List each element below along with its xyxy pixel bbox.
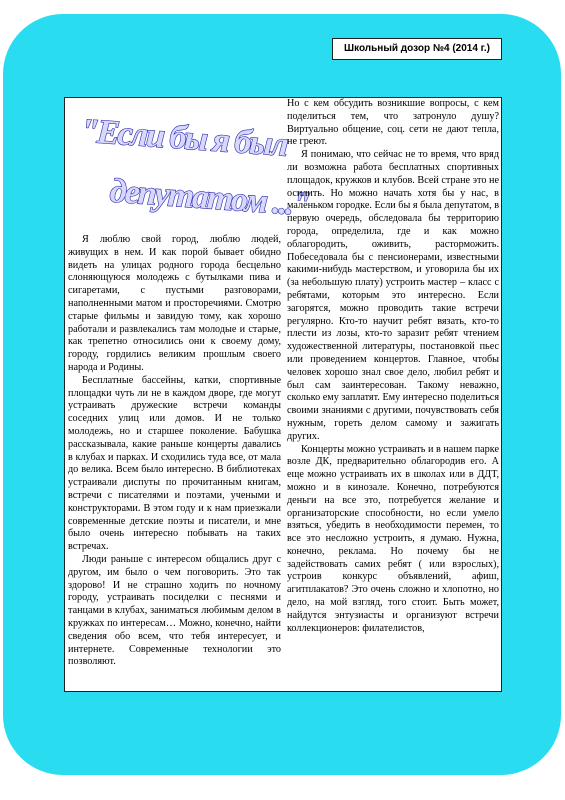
article-title (68, 98, 311, 234)
left-paragraph-2: Бесплатные бассейны, катки, спортивные площадки чуть ли не в каждом дворе, где могут устраивать дружеские встречи команды соседних улиц или домов. И не только молодежь, но и старшее поколение. Бабушка рассказывала, какие раньше концерты давались в клубах и парках. И сходились туда все, от мала до велика. Всем было интересно. В библиотеках устраивали диспуты по прочитанным книгам, встречи с писателями и поэтами, учеными и конструкторами. В этом году и к нам приезжали современные детские поэты и писатели, и мне было очень интересно побывать на таких встречах. (68, 374, 281, 553)
left-paragraph-1: Я люблю свой город, люблю людей, живущих в нем. И как порой бывает обидно видеть на улицах родного города бесцельно слоняющуюся молодежь с бутылками пива и сигаретами, с пустыми разговорами, наполненными матом и просторечиями. Смотрю старые фильмы и завидую тому, как хорошо работали и развлекались там молодые и старые, как трепетно относились они к своему дому, городу, гордились великим прошлым своего народа и Родины. (68, 234, 281, 373)
right-paragraph-3: Концерты можно устраивать и в нашем парке возле ДК, предварительно облагородив его. А еще можно устраивать их в школах или в ДДТ, можно и в кинозале. Конечно, потребуются деньги на все это, потребуется желание и организаторские способности, но если умело взяться, убедить в необходимости перемен, то все это несложно устроить, я думаю. Нужна, конечно, реклама. Но почему бы не задействовать самих ребят ( или взрослых), устроив конкурс объявлений, афиш, агитплакатов? Это очень сложно и хлопотно, но дело, на мой взгляд, того стоит. Быть может, найдутся энтузиасты и организуют встречи коллекционеров: филателистов, (287, 443, 499, 634)
article-title-wordart (70, 98, 311, 234)
article-page (64, 97, 502, 692)
article-column-left (68, 98, 311, 669)
title-line-1: "Если бы я был (78, 112, 288, 164)
right-paragraph-1: Но с кем обсудить возникшие вопросы, с кем поделиться тем, что затронуло душу? Виртуально общение, соц. сети не дают тепла, не греют. (287, 98, 499, 148)
article-column-right (287, 98, 499, 635)
left-paragraph-3: Люди раньше с интересом общались друг с другом, им было о чем поговорить. Это так здорово! И не страшно ходить по ночному городу, устраивать посиделки с песнями и танцами в клубах, заниматься любимым делом в кружках по интересам… Можно, конечно, найти сведения обо всем, что тебя интересует, и интернете. Современные технологии это позволяют. (68, 553, 281, 668)
title-line-2: депутатом ..." (108, 172, 311, 224)
right-paragraph-2: Я понимаю, что сейчас не то время, что вряд ли возможна работа бесплатных спортивных площадок, кружков и клубов. Всей стране это не осилить. Но можно начать хотя бы у нас, в маленьком городке. Если бы я была депутатом, в первую очередь, обследовала бы территорию города, определила, где и как можно облагородить, оживить, расторможить. Побеседовала бы с пенсионерами, известными какими-нибудь мастерством, и уговорила бы их (за небольшую плату) устроить мастер – класс с ребятами, которым это интересно. Если загорятся, можно проводить такие встречи регулярно. Кто-то научит ребят вязать, кто-то плести из лозы, кто-то заразит ребят чтением художественной литературы, постановкой пьес или проведением концертов. Главное, чтобы человек хорошо знал свое дело, любил ребят и был сам заинтересован. Такому неважно, сколько ему заплатят. Ему интересно поделиться своими знаниями с другими, почувствовать себя нужным, гореть делом самому и зажигать других. (287, 149, 499, 442)
newsletter-issue-label: Школьный дозор №4 (2014 г.) (332, 38, 502, 60)
